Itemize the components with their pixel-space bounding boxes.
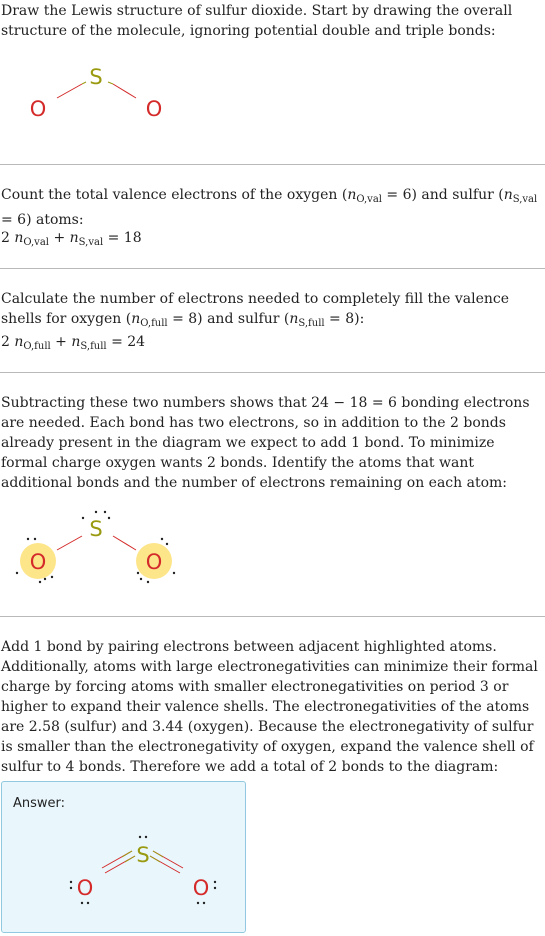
answer-box <box>1 781 246 933</box>
skeleton-diagram <box>30 65 163 121</box>
atom-o-left: O <box>29 97 47 121</box>
divider-4 <box>0 616 545 617</box>
highlighted-diagram <box>16 511 175 583</box>
divider-2 <box>0 268 545 269</box>
step4-text: Subtracting these two numbers shows that 24 − 18 = 6 bonding electrons are needed. Each bond has two electrons, so in addition to the 2 bonds already present in the diagram we expect to add 1 bond. To minimize formal charge oxygen wants 2 bonds. Identify the atoms that want additional bonds and the number of electrons remaining on each atom: <box>1 395 530 491</box>
atom-s-2: S <box>89 517 103 541</box>
atom-o-right: O <box>145 97 163 121</box>
atom-o-left-2: O <box>29 550 47 574</box>
bond-left-o <box>57 84 82 98</box>
step1-text: Draw the Lewis structure of sulfur dioxide. Start by drawing the overall structure of the molecule, ignoring potential double and triple bonds: <box>1 3 513 39</box>
atom-s: S <box>89 65 103 89</box>
step5-text: Add 1 bond by pairing electrons between adjacent highlighted atoms. Additionally, atoms with large electronegativities can minimize their formal charge by forcing atoms with smaller electronegativities on period 3 or higher to expand their valence shells. The electronegativities of the atoms are 2.58 (sulfur) and 3.44 (oxygen). Because the electronegativity of sulfur is smaller than the electronegativity of oxygen, expand the valence shell of sulfur to 4 bonds. Therefore we add a total of 2 bonds to the diagram: <box>1 639 538 775</box>
answer-label: Answer: <box>13 796 66 811</box>
answer-atom-o-right: O <box>192 876 210 900</box>
step2-text: Count the total valence electrons of the oxygen $(n_{O,val} = 6)$ and sulfur $(n_{S,val} = 6)$ atoms: <box>1 187 538 228</box>
answer-atom-o-left: O <box>76 876 94 900</box>
divider-1 <box>0 164 545 165</box>
bond-right-o <box>113 84 136 98</box>
atom-o-right-2: O <box>145 550 163 574</box>
step2-equation: 2 $n_{O,val} + n_{S,val} = 18$ <box>1 230 142 248</box>
step3-text: Calculate the number of electrons needed to completely fill the valence shells for oxygen $(n_{O,full} = 8)$ and sulfur $(n_{S,full} = 8)$: <box>1 291 510 329</box>
answer-atom-s: S <box>136 843 150 867</box>
step3-equation: 2 $n_{O,full} + n_{S,full} = 24$ <box>1 334 146 352</box>
divider-3 <box>0 372 545 373</box>
answer-diagram <box>2 782 247 934</box>
